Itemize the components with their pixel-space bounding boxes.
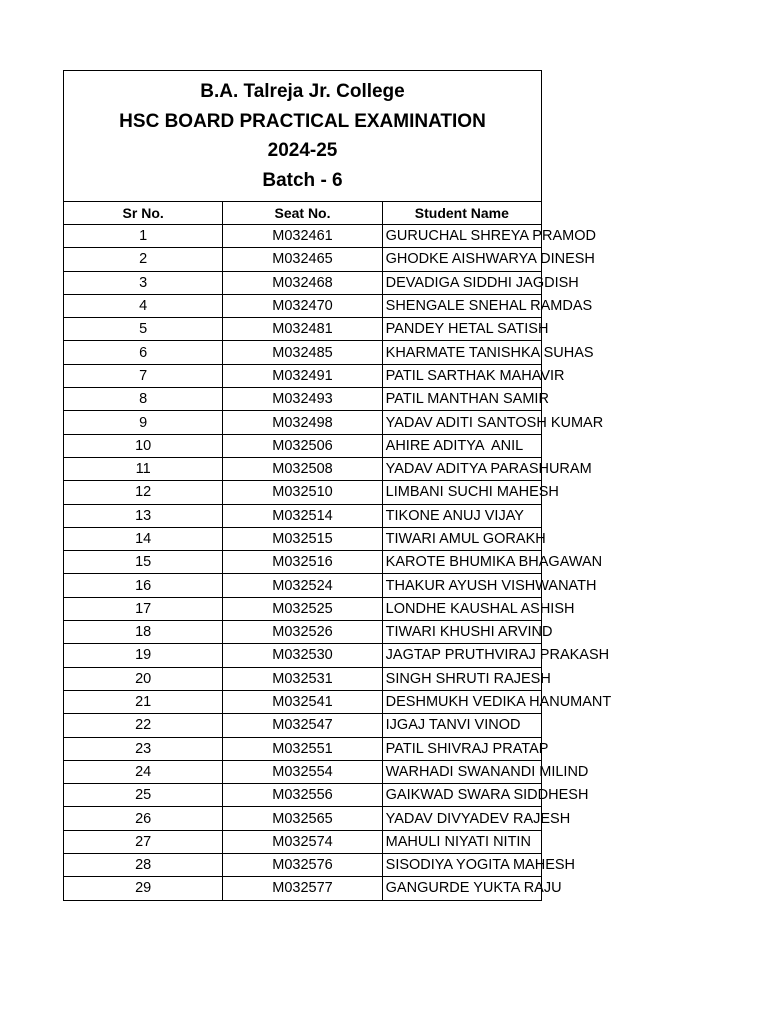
sr-no-cell: 20 — [64, 667, 223, 690]
student-name-cell: TIWARI AMUL GORAKH — [382, 527, 541, 550]
sr-no-cell: 15 — [64, 551, 223, 574]
sr-no-cell: 28 — [64, 854, 223, 877]
student-table — [63, 70, 612, 901]
student-name-cell: THAKUR AYUSH VISHWANATH — [382, 574, 541, 597]
sr-no-cell: 7 — [64, 364, 223, 387]
seat-no-cell: M032481 — [223, 318, 382, 341]
batch-label: Batch - 6 — [262, 169, 343, 191]
seat-no-cell: M032541 — [223, 690, 382, 713]
column-header-sr-no: Sr No. — [64, 202, 223, 225]
student-name-cell: DESHMUKH VEDIKA HANUMANT — [382, 690, 541, 713]
table-row — [64, 248, 542, 271]
sr-no-cell: 3 — [64, 271, 223, 294]
seat-no-cell: M032461 — [223, 225, 382, 248]
seat-no-cell: M032554 — [223, 760, 382, 783]
sr-no-cell: 1 — [64, 225, 223, 248]
table-row — [64, 434, 542, 457]
table-row — [64, 737, 542, 760]
table-row — [64, 621, 542, 644]
table-row — [64, 481, 542, 504]
student-name-cell: GANGURDE YUKTA RAJU — [382, 877, 541, 900]
seat-no-cell: M032556 — [223, 784, 382, 807]
student-name-cell: KHARMATE TANISHKA SUHAS — [382, 341, 541, 364]
student-name-cell: IJGAJ TANVI VINOD — [382, 714, 541, 737]
table-row — [64, 877, 542, 900]
student-name-cell: TIKONE ANUJ VIJAY — [382, 504, 541, 527]
student-name-cell: DEVADIGA SIDDHI JAGDISH — [382, 271, 541, 294]
seat-no-cell: M032465 — [223, 248, 382, 271]
title-row — [64, 71, 542, 202]
student-name-cell: GHODKE AISHWARYA DINESH — [382, 248, 541, 271]
table-row — [64, 341, 542, 364]
student-name-cell: YADAV ADITI SANTOSH KUMAR — [382, 411, 541, 434]
table-row — [64, 574, 542, 597]
table-row — [64, 667, 542, 690]
table-row — [64, 388, 542, 411]
student-name-cell: SHENGALE SNEHAL RAMDAS — [382, 294, 541, 317]
seat-no-cell: M032525 — [223, 597, 382, 620]
sr-no-cell: 22 — [64, 714, 223, 737]
sr-no-cell: 23 — [64, 737, 223, 760]
seat-no-cell: M032524 — [223, 574, 382, 597]
column-header-row — [64, 202, 542, 225]
table-row — [64, 597, 542, 620]
student-name-cell: KAROTE BHUMIKA BHAGAWAN — [382, 551, 541, 574]
table-row — [64, 318, 542, 341]
sr-no-cell: 6 — [64, 341, 223, 364]
seat-no-cell: M032551 — [223, 737, 382, 760]
table-row — [64, 644, 542, 667]
seat-no-cell: M032485 — [223, 341, 382, 364]
sr-no-cell: 25 — [64, 784, 223, 807]
table-row — [64, 551, 542, 574]
seat-no-cell: M032493 — [223, 388, 382, 411]
sr-no-cell: 13 — [64, 504, 223, 527]
seat-no-cell: M032547 — [223, 714, 382, 737]
seat-no-cell: M032574 — [223, 830, 382, 853]
table-row — [64, 364, 542, 387]
seat-no-cell: M032470 — [223, 294, 382, 317]
student-name-cell: YADAV DIVYADEV RAJESH — [382, 807, 541, 830]
college-name: B.A. Talreja Jr. College — [200, 81, 405, 102]
seat-no-cell: M032526 — [223, 621, 382, 644]
student-name-cell: SINGH SHRUTI RAJESH — [382, 667, 541, 690]
seat-no-cell: M032577 — [223, 877, 382, 900]
student-name-cell: PATIL SARTHAK MAHAVIR — [382, 364, 541, 387]
table-row — [64, 690, 542, 713]
seat-no-cell: M032565 — [223, 807, 382, 830]
seat-no-cell: M032508 — [223, 457, 382, 480]
student-name-cell: PANDEY HETAL SATISH — [382, 318, 541, 341]
table-row — [64, 411, 542, 434]
sr-no-cell: 17 — [64, 597, 223, 620]
table-body — [64, 225, 612, 901]
student-name-cell: LONDHE KAUSHAL ASHISH — [382, 597, 541, 620]
column-header-seat-no: Seat No. — [223, 202, 382, 225]
student-name-cell: GURUCHAL SHREYA PRAMOD — [382, 225, 541, 248]
student-name-cell: AHIRE ADITYA ANIL — [382, 434, 541, 457]
sr-no-cell: 11 — [64, 457, 223, 480]
student-name-cell: WARHADI SWANANDI MILIND — [382, 760, 541, 783]
sr-no-cell: 10 — [64, 434, 223, 457]
seat-no-cell: M032530 — [223, 644, 382, 667]
sr-no-cell: 27 — [64, 830, 223, 853]
sr-no-cell: 24 — [64, 760, 223, 783]
student-name-cell: LIMBANI SUCHI MAHESH — [382, 481, 541, 504]
student-name-cell: YADAV ADITYA PARASHURAM — [382, 457, 541, 480]
student-name-cell: MAHULI NIYATI NITIN — [382, 830, 541, 853]
document-sheet — [63, 70, 612, 901]
seat-no-cell: M032576 — [223, 854, 382, 877]
seat-no-cell: M032491 — [223, 364, 382, 387]
table-row — [64, 225, 542, 248]
table-row — [64, 830, 542, 853]
exam-title: HSC BOARD PRACTICAL EXAMINATION — [119, 110, 486, 132]
sr-no-cell: 2 — [64, 248, 223, 271]
sr-no-cell: 4 — [64, 294, 223, 317]
sr-no-cell: 5 — [64, 318, 223, 341]
academic-year: 2024-25 — [267, 140, 338, 161]
sr-no-cell: 9 — [64, 411, 223, 434]
sr-no-cell: 16 — [64, 574, 223, 597]
sr-no-cell: 19 — [64, 644, 223, 667]
seat-no-cell: M032498 — [223, 411, 382, 434]
table-row — [64, 760, 542, 783]
sr-no-cell: 8 — [64, 388, 223, 411]
seat-no-cell: M032531 — [223, 667, 382, 690]
title-block — [64, 71, 542, 202]
student-name-cell: PATIL MANTHAN SAMIR — [382, 388, 541, 411]
column-header-student-name: Student Name — [382, 202, 541, 225]
table-row — [64, 294, 542, 317]
seat-no-cell: M032515 — [223, 527, 382, 550]
seat-no-cell: M032468 — [223, 271, 382, 294]
student-name-cell: SISODIYA YOGITA MAHESH — [382, 854, 541, 877]
sr-no-cell: 14 — [64, 527, 223, 550]
seat-no-cell: M032514 — [223, 504, 382, 527]
table-row — [64, 807, 542, 830]
student-name-cell: JAGTAP PRUTHVIRAJ PRAKASH — [382, 644, 541, 667]
sr-no-cell: 29 — [64, 877, 223, 900]
sr-no-cell: 18 — [64, 621, 223, 644]
seat-no-cell: M032510 — [223, 481, 382, 504]
table-row — [64, 854, 542, 877]
seat-no-cell: M032506 — [223, 434, 382, 457]
table-row — [64, 504, 542, 527]
seat-no-cell: M032516 — [223, 551, 382, 574]
table-row — [64, 784, 542, 807]
table-row — [64, 457, 542, 480]
sr-no-cell: 21 — [64, 690, 223, 713]
student-name-cell: PATIL SHIVRAJ PRATAP — [382, 737, 541, 760]
sr-no-cell: 12 — [64, 481, 223, 504]
student-name-cell: TIWARI KHUSHI ARVIND — [382, 621, 541, 644]
student-name-cell: GAIKWAD SWARA SIDDHESH — [382, 784, 541, 807]
sr-no-cell: 26 — [64, 807, 223, 830]
table-row — [64, 271, 542, 294]
table-row — [64, 714, 542, 737]
table-row — [64, 527, 542, 550]
